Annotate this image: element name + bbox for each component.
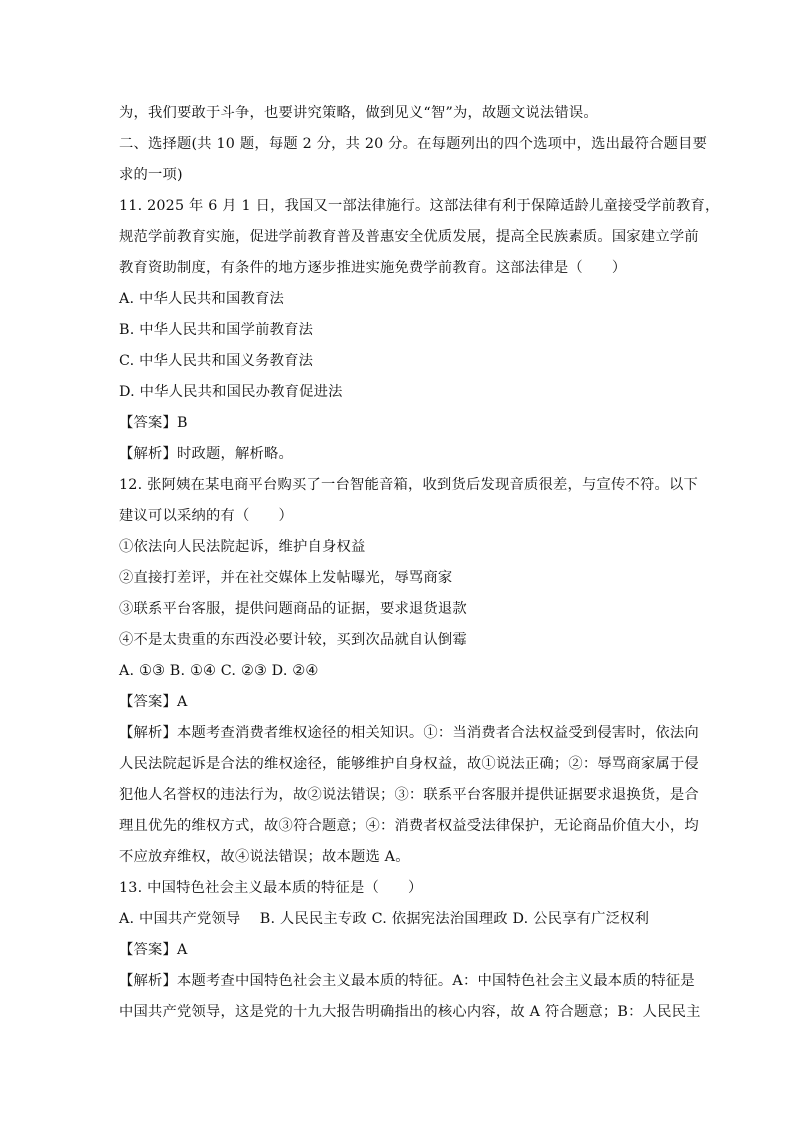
question-12-analysis: 理且优先的维权方式，故③符合题意；④：消费者权益受法律保护，无论商品价值大小，均	[119, 818, 699, 834]
question-12-stem: 建议可以采纳的有（ ）	[119, 508, 293, 524]
question-12-item-3: ③联系平台客服，提供问题商品的证据，要求退货退款	[119, 601, 467, 617]
question-11-option-a: A. 中华人民共和国教育法	[119, 291, 284, 307]
question-12-analysis: 【解析】本题考查消费者维权途径的相关知识。①：当消费者合法权益受到侵害时，依法向	[119, 725, 699, 741]
question-12-answer: 【答案】A	[119, 694, 188, 710]
question-12-analysis: 不应放弃维权，故④说法错误；故本题选 A。	[119, 849, 410, 865]
question-12-analysis: 犯他人名誉权的违法行为，故②说法错误；③：联系平台客服并提供证据要求退换货，是合	[119, 787, 699, 803]
question-12-item-2: ②直接打差评，并在社交媒体上发帖曝光，辱骂商家	[119, 570, 453, 586]
question-12-analysis: 人民法院起诉是合法的维权途径，能够维护自身权益，故①说法正确；②：辱骂商家属于侵	[119, 756, 699, 772]
question-12-options: A. ①③ B. ①④ C. ②③ D. ②④	[119, 663, 319, 679]
question-13-analysis: 【解析】本题考查中国特色社会主义最本质的特征。A：中国特色社会主义最本质的特征是	[119, 973, 695, 989]
question-11-stem: 11. 2025 年 6 月 1 日，我国又一部法律施行。这部法律有利于保障适龄儿童接受学前教育，	[119, 198, 720, 214]
question-13-answer: 【答案】A	[119, 942, 188, 958]
question-11-option-b: B. 中华人民共和国学前教育法	[119, 322, 314, 338]
question-13-analysis: 中国共产党领导，这是党的十九大报告明确指出的核心内容，故 A 符合题意；B：人民民主	[119, 1004, 701, 1020]
question-13-stem: 13. 中国特色社会主义最本质的特征是（ ）	[119, 880, 423, 896]
question-11-analysis: 【解析】时政题，解析略。	[119, 446, 293, 462]
question-11-stem: 规范学前教育实施，促进学前教育普及普惠安全优质发展，提高全民族素质。国家建立学前	[119, 229, 699, 245]
question-13-options: A. 中国共产党领导 B. 人民民主专政 C. 依据宪法治国理政 D. 公民享有广泛权利	[119, 911, 650, 927]
question-11-option-c: C. 中华人民共和国义务教育法	[119, 353, 314, 369]
question-11-stem: 教育资助制度，有条件的地方逐步推进实施免费学前教育。这部法律是（ ）	[119, 260, 627, 276]
question-11-answer: 【答案】B	[119, 415, 188, 431]
text-line: 为，我们要敢于斗争，也要讲究策略，做到见义“智”为，故题文说法错误。	[119, 105, 598, 121]
question-12-stem: 12. 张阿姨在某电商平台购买了一台智能音箱，收到货后发现音质很差，与宣传不符。以下	[119, 477, 698, 493]
text-line: 求的一项)	[119, 167, 183, 183]
question-12-item-4: ④不是太贵重的东西没必要计较，买到次品就自认倒霉	[119, 632, 467, 648]
section-heading: 二、选择题(共 10 题，每题 2 分，共 20 分。在每题列出的四个选项中，选出最符合题目要	[119, 136, 708, 152]
question-11-option-d: D. 中华人民共和国民办教育促进法	[119, 384, 343, 400]
question-12-item-1: ①依法向人民法院起诉，维护自身权益	[119, 539, 366, 555]
